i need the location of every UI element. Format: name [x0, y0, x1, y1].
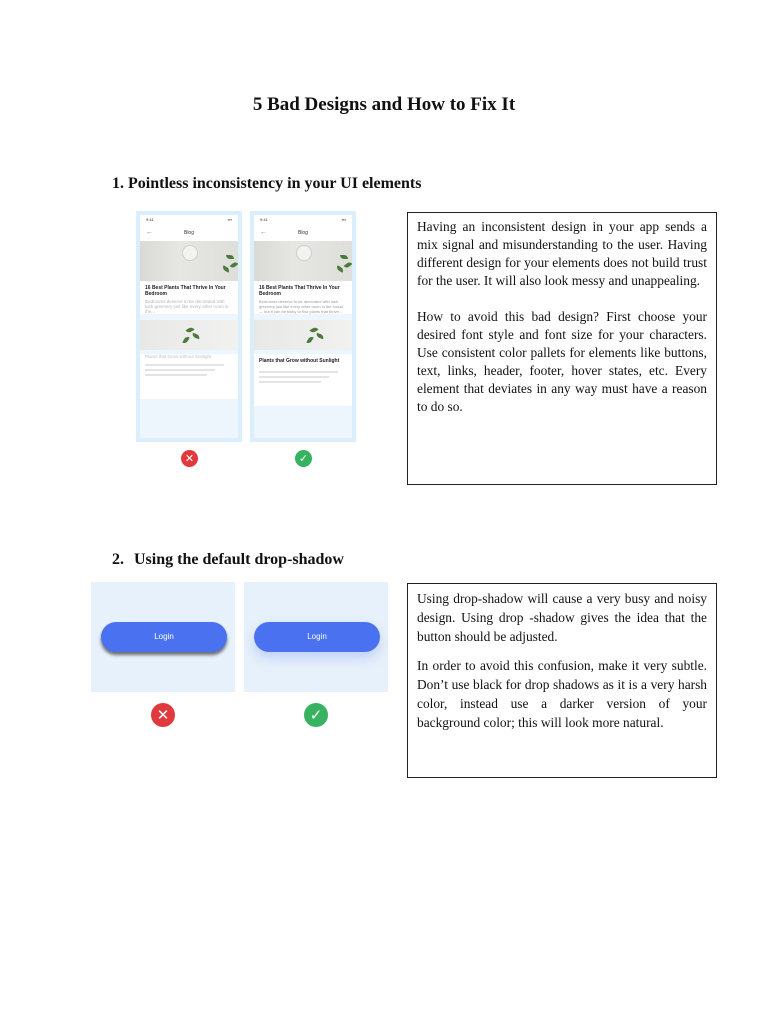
section-2-heading — [112, 551, 344, 569]
plant-image — [140, 320, 238, 350]
nav-title: Blog — [183, 230, 194, 236]
phone-mockup-good — [250, 211, 356, 442]
nav-bar — [254, 225, 352, 241]
section-1-paragraph-1: Having an inconsistent design in your app sends a mix signal and misunderstanding to the user. Having different design for your elements does not build trust for the user. It will also look messy and unappealing. — [417, 219, 707, 288]
bad-shadow-panel — [91, 582, 235, 692]
section-1-paragraph-2: How to avoid this bad design? First choose your desired font style and font size for your characters. Use consistent color pallets for elements like buttons, text, links, header, footer, hover states, etc. Every element that deviates in any way must have a reason to do so. — [417, 309, 707, 414]
back-arrow-icon: ← — [260, 229, 267, 236]
nav-bar — [140, 225, 238, 241]
section-1-number: 1. — [112, 175, 124, 192]
section-2-number: 2. — [112, 551, 124, 568]
plant-image — [254, 320, 352, 350]
signal-icon: ▪▪▪ — [227, 217, 232, 222]
cross-icon: ✕ — [181, 450, 198, 467]
nav-title: Blog — [297, 230, 308, 236]
post-excerpt: Bedrooms deserve to be decorated with lush greenery just like every other room in the house — but it can be tricky to find plants that thrive... — [254, 299, 352, 314]
section-1-text-box — [407, 212, 717, 485]
check-icon: ✓ — [304, 703, 328, 727]
section-2-paragraph-2: In order to avoid this confusion, make it very subtle. Don’t use black for drop shadows as it is a very harsh color, instead use a darker version of your background color; this will look more natural. — [417, 658, 707, 730]
hero-image — [254, 241, 352, 281]
good-shadow-panel — [244, 582, 388, 692]
hero-image — [140, 241, 238, 281]
page-title: 5 Bad Designs and How to Fix It — [252, 94, 516, 115]
post-excerpt: Bedrooms deserve to be decorated with lush greenery just like every other room in the... — [140, 299, 238, 314]
phone-mockup-bad — [136, 211, 242, 442]
post-title: 16 Best Plants That Thrive In Your Bedroom — [254, 281, 352, 299]
text-lines — [254, 366, 352, 406]
section-1-title: Pointless inconsistency in your UI elements — [128, 175, 422, 192]
second-post-title: Plants that Grow without Sunlight — [254, 354, 352, 366]
cross-icon: ✕ — [151, 703, 175, 727]
section-2-title: Using the default drop-shadow — [134, 551, 344, 568]
status-bar: 9:41 ▪▪▪ — [140, 215, 238, 225]
back-arrow-icon: ← — [146, 229, 153, 236]
status-bar: 9:41 ▪▪▪ — [254, 215, 352, 225]
login-button-good: Login — [254, 622, 380, 652]
signal-icon: ▪▪▪ — [341, 217, 346, 222]
section-2-text-box — [407, 583, 717, 778]
second-post-title: Plants that Grow without Sunlight — [140, 354, 238, 359]
text-lines — [140, 359, 238, 399]
section-1-heading — [112, 175, 421, 193]
post-title: 16 Best Plants That Thrive In Your Bedroom — [140, 281, 238, 299]
section-2-paragraph-1: Using drop-shadow will cause a very busy and noisy design. Using drop -shadow gives the idea that the button should be adjusted. — [417, 591, 707, 644]
login-button-bad: Login — [101, 622, 227, 652]
check-icon: ✓ — [295, 450, 312, 467]
